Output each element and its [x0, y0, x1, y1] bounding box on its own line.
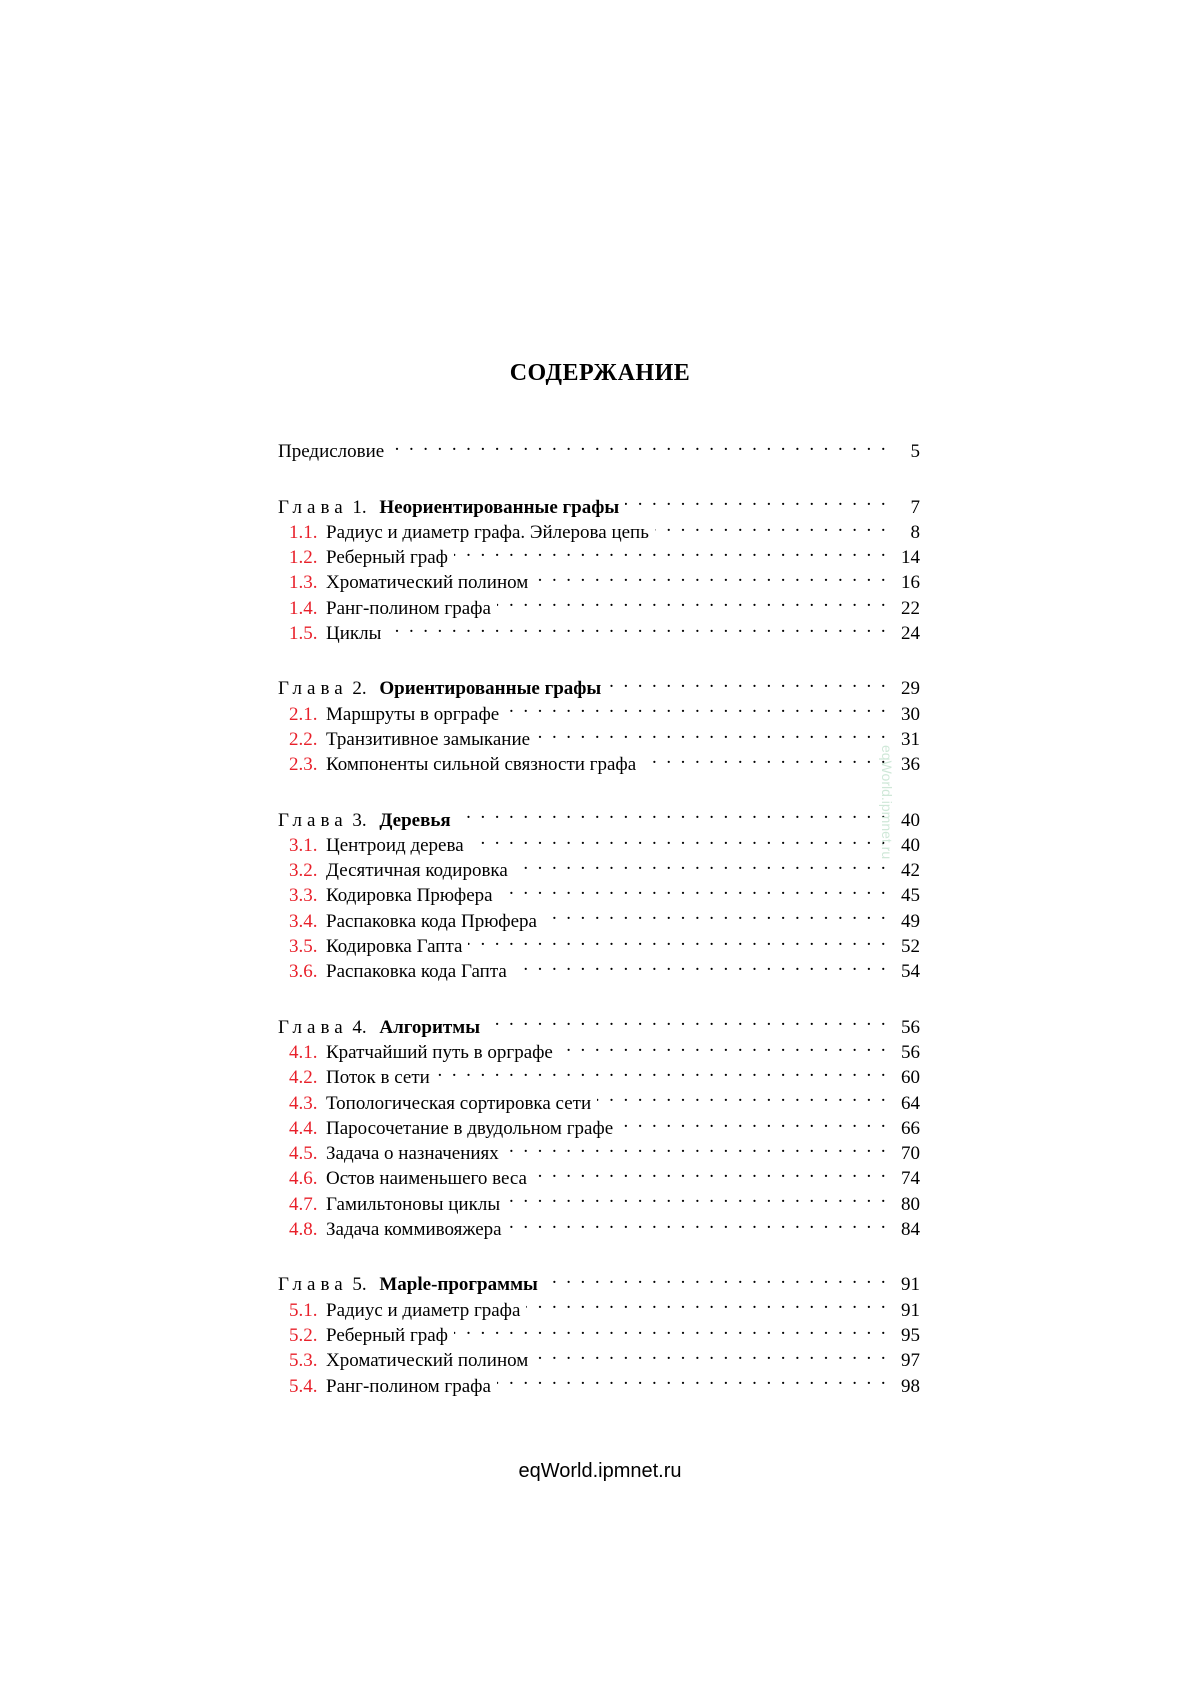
toc-chapter-2[interactable]: [278, 669, 920, 694]
section-title: Кодировка Гапта: [326, 934, 462, 959]
chapter-number: 4.: [352, 1017, 366, 1038]
section-title: Реберный граф: [326, 1323, 448, 1348]
toc-page-number: 80: [894, 1192, 920, 1217]
dot-leader: [544, 1265, 888, 1290]
toc-page-number: 70: [894, 1141, 920, 1166]
toc-page-number: 5: [894, 439, 920, 464]
dot-leader: [619, 1109, 888, 1134]
toc-page-number: 45: [894, 883, 920, 908]
section-number: 5.4.: [289, 1374, 326, 1399]
toc-page-number: 91: [894, 1298, 920, 1323]
chapter-word: Глава: [278, 497, 348, 518]
chapter-number: 2.: [352, 678, 366, 699]
toc-page-number: 7: [894, 495, 920, 520]
dot-leader: [454, 538, 888, 563]
dot-leader: [506, 1184, 888, 1209]
section-title: Кратчайший путь в орграфе: [326, 1040, 553, 1065]
section-number: 1.3.: [289, 570, 326, 595]
watermark: eqWorld.ipmnet.ru: [875, 745, 895, 915]
section-title: Реберный граф: [326, 545, 448, 570]
section-title: Хроматический полином: [326, 570, 528, 595]
footer-url[interactable]: eqWorld.ipmnet.ru: [0, 1460, 1200, 1483]
toc-page-number: 74: [894, 1166, 920, 1191]
toc-page-number: 54: [894, 959, 920, 984]
toc-page-number: 30: [894, 702, 920, 727]
chapter-title: Деревья: [379, 810, 450, 831]
chapter-word: Глава: [278, 1274, 348, 1295]
chapter-word: Глава: [278, 1017, 348, 1038]
dot-leader: [505, 694, 888, 719]
toc-entry-label: Предисловие: [278, 439, 384, 464]
dot-leader: [526, 1290, 888, 1315]
section-number: 3.4.: [289, 909, 326, 934]
dot-leader: [597, 1083, 888, 1108]
toc-page-number: 56: [894, 1015, 920, 1040]
dot-leader: [534, 1341, 888, 1366]
section-title: Ранг-полином графа: [326, 1374, 491, 1399]
toc-page-number: 16: [894, 570, 920, 595]
section-number: 5.1.: [289, 1298, 326, 1323]
section-number: 1.2.: [289, 545, 326, 570]
dot-leader: [457, 800, 888, 825]
toc-page-number: 66: [894, 1116, 920, 1141]
section-title: Паросочетание в двудольном графе: [326, 1116, 613, 1141]
dot-leader: [655, 513, 888, 538]
section-number: 1.4.: [289, 596, 326, 621]
section-title: Распаковка кода Гапта: [326, 959, 507, 984]
section-number: 1.1.: [289, 520, 326, 545]
section-number: 4.8.: [289, 1217, 326, 1242]
toc-page-number: 56: [894, 1040, 920, 1065]
toc-page-number: 29: [894, 676, 920, 701]
dot-leader: [607, 669, 888, 694]
chapter-number: 3.: [352, 810, 366, 831]
section-number: 4.6.: [289, 1166, 326, 1191]
chapter-title: Ориентированные графы: [379, 678, 601, 699]
section-number: 2.2.: [289, 727, 326, 752]
dot-leader: [390, 432, 888, 457]
dot-leader: [499, 876, 888, 901]
toc-entry-preface[interactable]: [278, 432, 920, 457]
toc-page-number: 40: [894, 833, 920, 858]
chapter-number: 5.: [352, 1274, 366, 1295]
toc-page-number: 49: [894, 909, 920, 934]
toc-page-number: 36: [894, 752, 920, 777]
dot-leader: [486, 1007, 888, 1032]
section-number: 3.6.: [289, 959, 326, 984]
section-title: Компоненты сильной связности графа: [326, 752, 636, 777]
dot-leader: [505, 1134, 888, 1159]
toc-page-number: 84: [894, 1217, 920, 1242]
chapter-number: 1.: [352, 497, 366, 518]
toc-page-number: 42: [894, 858, 920, 883]
toc-page-number: 31: [894, 727, 920, 752]
section-title: Десятичная кодировка: [326, 858, 508, 883]
toc-page-number: 22: [894, 596, 920, 621]
section-title: Центроид дерева: [326, 833, 464, 858]
section-title: Радиус и диаметр графа. Эйлерова цепь: [326, 520, 649, 545]
toc-page-number: 40: [894, 808, 920, 833]
toc-page-number: 52: [894, 934, 920, 959]
toc-chapter-5[interactable]: [278, 1265, 920, 1290]
section-number: 4.3.: [289, 1091, 326, 1116]
chapter-word: Глава: [278, 810, 348, 831]
dot-leader: [533, 1159, 888, 1184]
dot-leader: [508, 1210, 888, 1235]
section-number: 4.4.: [289, 1116, 326, 1141]
toc-chapter-4[interactable]: [278, 1007, 920, 1032]
section-title: Задача о назначениях: [326, 1141, 499, 1166]
dot-leader: [625, 487, 888, 512]
section-title: Остов наименьшего веса: [326, 1166, 527, 1191]
section-number: 5.2.: [289, 1323, 326, 1348]
section-title: Кодировка Прюфера: [326, 883, 493, 908]
toc-page-number: 97: [894, 1348, 920, 1373]
section-title: Задача коммивояжера: [326, 1217, 502, 1242]
chapter-title: Алгоритмы: [379, 1017, 480, 1038]
dot-leader: [536, 720, 888, 745]
dot-leader: [497, 1366, 888, 1391]
section-title: Радиус и диаметр графа: [326, 1298, 520, 1323]
page-title: СОДЕРЖАНИЕ: [0, 360, 1200, 387]
section-number: 5.3.: [289, 1348, 326, 1373]
section-title: Хроматический полином: [326, 1348, 528, 1373]
dot-leader: [387, 614, 888, 639]
dot-leader: [543, 901, 888, 926]
section-title: Поток в сети: [326, 1065, 430, 1090]
section-title: Транзитивное замыкание: [326, 727, 530, 752]
toc-page-number: 95: [894, 1323, 920, 1348]
toc-chapter-3[interactable]: [278, 800, 920, 825]
dot-leader: [497, 588, 888, 613]
toc-page-number: 60: [894, 1065, 920, 1090]
section-number: 4.1.: [289, 1040, 326, 1065]
section-title: Маршруты в орграфе: [326, 702, 499, 727]
section-title: Ранг-полином графа: [326, 596, 491, 621]
dot-leader: [514, 851, 888, 876]
table-of-contents: [278, 432, 920, 1392]
dot-leader: [436, 1058, 888, 1083]
toc-page-number: 91: [894, 1272, 920, 1297]
section-title: Гамильтоновы циклы: [326, 1192, 500, 1217]
toc-chapter-1[interactable]: [278, 487, 920, 512]
section-number: 4.5.: [289, 1141, 326, 1166]
section-title: Циклы: [326, 621, 381, 646]
section-title: Распаковка кода Прюфера: [326, 909, 537, 934]
section-number: 2.3.: [289, 752, 326, 777]
section-number: 4.7.: [289, 1192, 326, 1217]
toc-page-number: 24: [894, 621, 920, 646]
dot-leader: [642, 745, 888, 770]
toc-page-number: 64: [894, 1091, 920, 1116]
dot-leader: [534, 563, 888, 588]
chapter-title: Maple-программы: [379, 1274, 537, 1295]
dot-leader: [470, 826, 888, 851]
section-number: 1.5.: [289, 621, 326, 646]
toc-page-number: 98: [894, 1374, 920, 1399]
toc-page-number: 8: [894, 520, 920, 545]
section-number: 3.5.: [289, 934, 326, 959]
section-number: 3.3.: [289, 883, 326, 908]
section-number: 3.1.: [289, 833, 326, 858]
toc-page-number: 14: [894, 545, 920, 570]
dot-leader: [468, 927, 888, 952]
section-number: 4.2.: [289, 1065, 326, 1090]
section-number: 3.2.: [289, 858, 326, 883]
dot-leader: [513, 952, 888, 977]
section-number: 2.1.: [289, 702, 326, 727]
chapter-word: Глава: [278, 678, 348, 699]
dot-leader: [454, 1316, 888, 1341]
chapter-title: Неориентированные графы: [379, 497, 619, 518]
dot-leader: [559, 1033, 888, 1058]
section-title: Топологическая сортировка сети: [326, 1091, 591, 1116]
